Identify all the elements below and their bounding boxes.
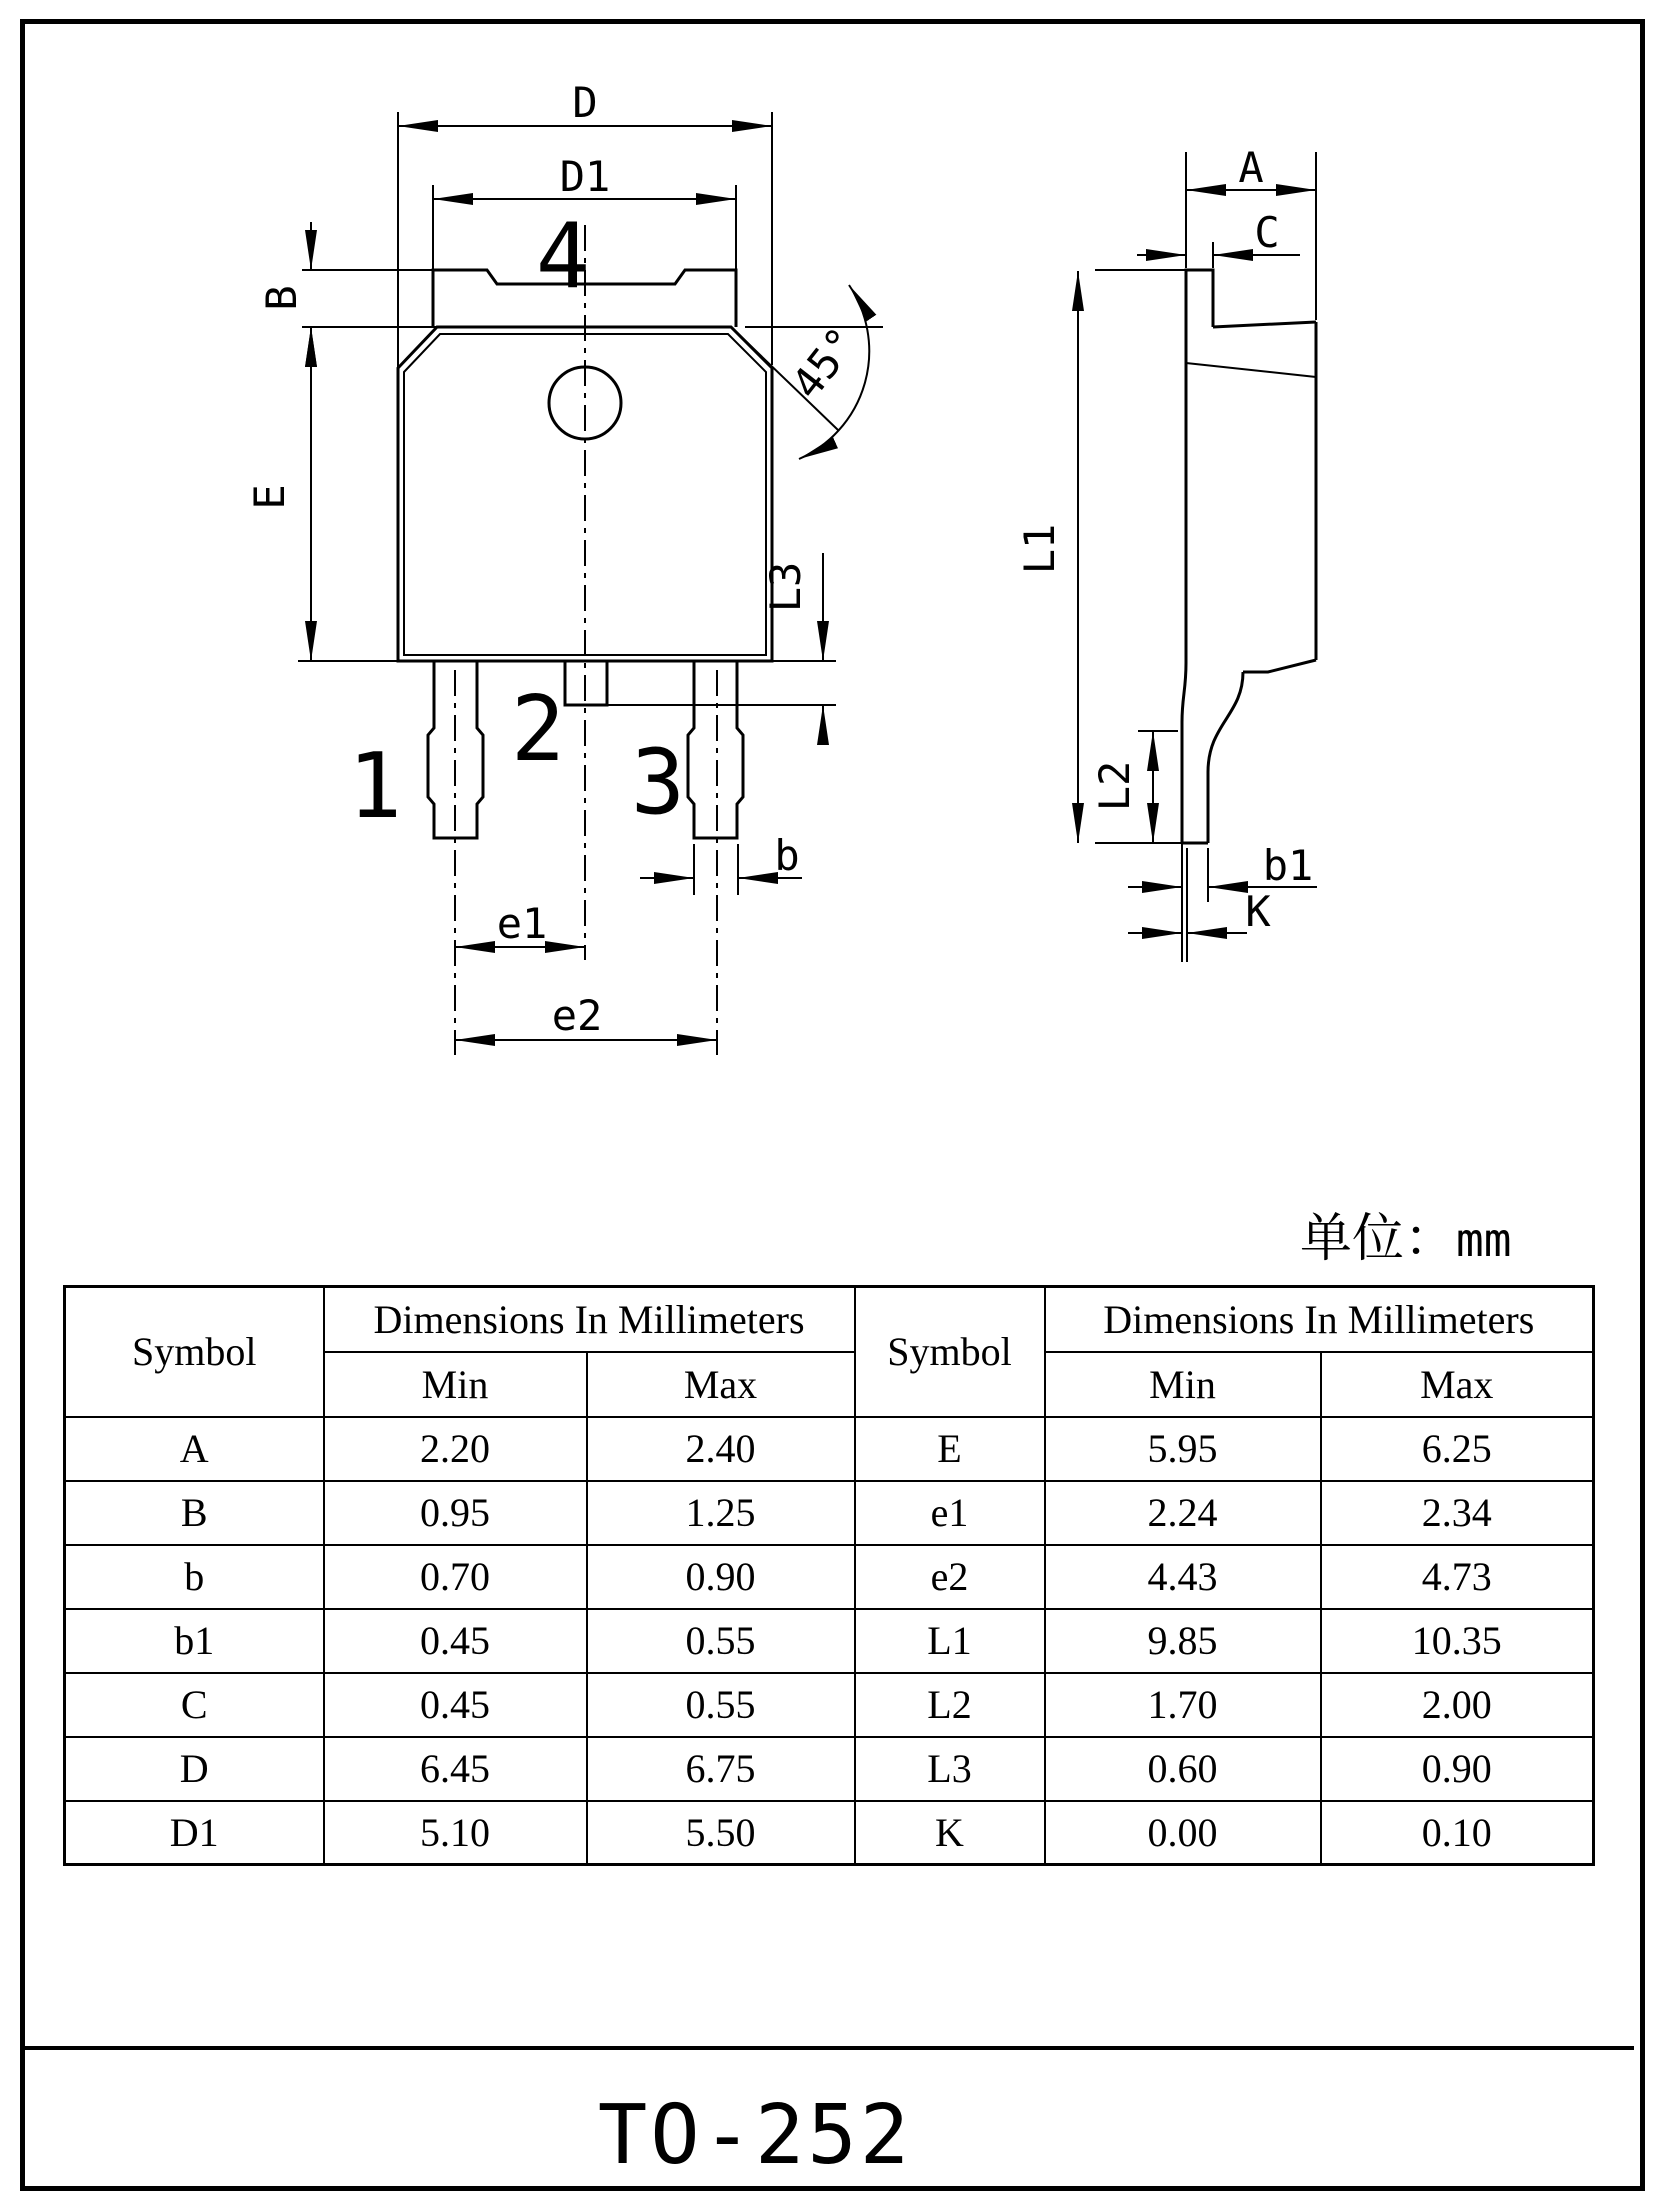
min-cell: 0.70 (324, 1545, 587, 1609)
min-cell: 1.70 (1045, 1673, 1321, 1737)
pin1-number: 1 (347, 734, 403, 839)
symbol-header-left: Symbol (65, 1287, 324, 1417)
max-cell: 2.34 (1321, 1481, 1594, 1545)
dim-label-b1: b1 (1262, 841, 1314, 890)
max-cell: 2.40 (587, 1417, 855, 1481)
table-row (65, 1673, 1594, 1737)
side-body-top-slant (1213, 322, 1316, 327)
min-cell: 0.60 (1045, 1737, 1321, 1801)
units-value: mm (1456, 1213, 1512, 1267)
dim-label-45deg: 45° (781, 318, 868, 409)
dim-label-A: A (1238, 143, 1264, 192)
table-row (65, 1481, 1594, 1545)
symbol-cell: e2 (855, 1545, 1045, 1609)
max-cell: 0.55 (587, 1673, 855, 1737)
min-cell: 5.10 (324, 1801, 587, 1865)
max-cell: 6.25 (1321, 1417, 1594, 1481)
symbol-cell: L2 (855, 1673, 1045, 1737)
table-row (65, 1801, 1594, 1865)
dim-label-B: B (257, 285, 306, 311)
table-row (65, 1417, 1594, 1481)
side-view (1015, 143, 1317, 962)
title-band-divider (22, 2046, 1634, 2050)
min-cell: 5.95 (1045, 1417, 1321, 1481)
dim-label-L3: L3 (761, 561, 810, 613)
dim-label-K: K (1245, 887, 1271, 936)
symbol-cell: L3 (855, 1737, 1045, 1801)
min-cell: 0.45 (324, 1609, 587, 1673)
max-header-left: Max (587, 1352, 855, 1417)
pin4-number: 4 (535, 204, 591, 309)
dim-label-C: C (1254, 208, 1280, 257)
package-title: TO-252 (597, 2088, 913, 2183)
min-cell: 2.24 (1045, 1481, 1321, 1545)
symbol-header-right: Symbol (855, 1287, 1045, 1417)
side-parting-line (1186, 363, 1316, 377)
max-header-right: Max (1321, 1352, 1594, 1417)
max-cell: 2.00 (1321, 1673, 1594, 1737)
min-cell: 0.95 (324, 1481, 587, 1545)
min-cell: 2.20 (324, 1417, 587, 1481)
max-cell: 10.35 (1321, 1609, 1594, 1673)
side-lead-inner-edge (1208, 672, 1243, 843)
dim-label-D1: D1 (559, 152, 611, 201)
pin3-outline (688, 661, 743, 838)
min-header-left: Min (324, 1352, 587, 1417)
side-body-left-and-tab (1186, 270, 1213, 663)
max-cell: 0.55 (587, 1609, 855, 1673)
units-note (1300, 1196, 1511, 1271)
dims-header-right: Dimensions In Millimeters (1045, 1287, 1594, 1352)
pin2-number: 2 (510, 677, 566, 782)
side-body-bottom (1243, 660, 1316, 672)
min-header-right: Min (1045, 1352, 1321, 1417)
symbol-cell: A (65, 1417, 324, 1481)
table-row (65, 1545, 1594, 1609)
table-row (65, 1737, 1594, 1801)
dim-label-D: D (572, 78, 598, 127)
min-cell: 9.85 (1045, 1609, 1321, 1673)
symbol-cell: B (65, 1481, 324, 1545)
symbol-cell: b (65, 1545, 324, 1609)
units-prefix: 单位： (1300, 1211, 1457, 1268)
side-lead-outer-edge (1182, 663, 1186, 843)
max-cell: 0.90 (587, 1545, 855, 1609)
max-cell: 1.25 (587, 1481, 855, 1545)
dim-label-L2: L2 (1090, 760, 1139, 812)
symbol-cell: K (855, 1801, 1045, 1865)
max-cell: 5.50 (587, 1801, 855, 1865)
min-cell: 4.43 (1045, 1545, 1321, 1609)
dim-label-L1: L1 (1015, 523, 1064, 575)
dim-label-b: b (774, 831, 800, 880)
table-row (65, 1609, 1594, 1673)
symbol-cell: D1 (65, 1801, 324, 1865)
dims-header-left: Dimensions In Millimeters (324, 1287, 855, 1352)
max-cell: 6.75 (587, 1737, 855, 1801)
side-dimension-lines (1078, 190, 1317, 933)
min-cell: 6.45 (324, 1737, 587, 1801)
dimensions-table (63, 1285, 1595, 1866)
max-cell: 0.90 (1321, 1737, 1594, 1801)
symbol-cell: b1 (65, 1609, 324, 1673)
dim-label-e2: e2 (551, 991, 603, 1040)
symbol-cell: E (855, 1417, 1045, 1481)
min-cell: 0.00 (1045, 1801, 1321, 1865)
min-cell: 0.45 (324, 1673, 587, 1737)
symbol-cell: C (65, 1673, 324, 1737)
dim-label-E: E (245, 484, 294, 510)
dim-label-e1: e1 (496, 899, 548, 948)
symbol-cell: L1 (855, 1609, 1045, 1673)
max-cell: 4.73 (1321, 1545, 1594, 1609)
front-view (245, 78, 883, 1055)
symbol-cell: e1 (855, 1481, 1045, 1545)
symbol-cell: D (65, 1737, 324, 1801)
pin3-number: 3 (630, 730, 686, 835)
max-cell: 0.10 (1321, 1801, 1594, 1865)
